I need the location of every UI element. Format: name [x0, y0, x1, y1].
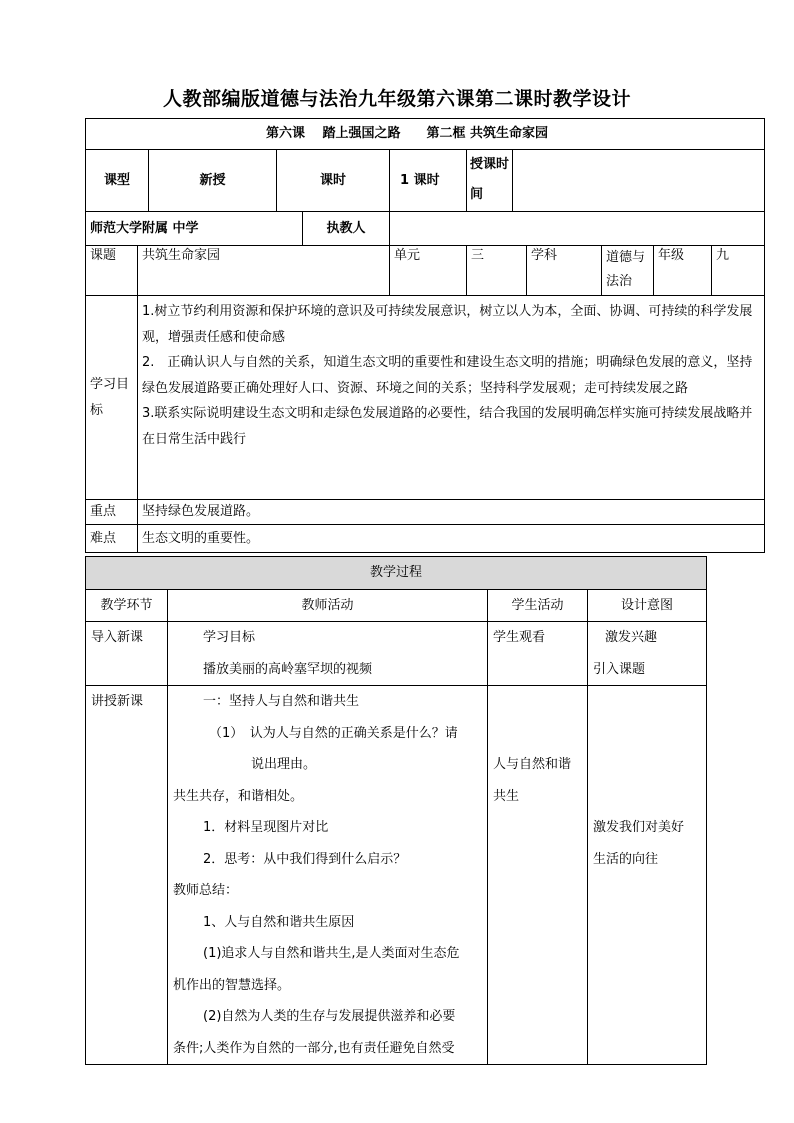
topic-value: 共筑生命家园: [138, 246, 390, 296]
hours-label: 课时: [277, 150, 390, 212]
main-intent-line: 激发我们对美好: [593, 820, 685, 835]
intro-stage: 导入新课: [86, 622, 168, 686]
intro-intent: [588, 622, 707, 686]
intro-intent-line: 激发兴趣: [605, 630, 658, 645]
main-teacher-activity: [168, 686, 488, 1065]
intro-teacher-line: 学习目标: [203, 630, 256, 645]
header-student: 学生活动: [488, 589, 588, 622]
main-teacher-line: 机作出的智慧选择。: [173, 977, 291, 993]
objective-item: 3.联系实际说明建设生态文明和走绿色发展道路的必要性，结合我国的发展明确怎样实施可持续发展战略并在日常生活中践行: [142, 406, 753, 447]
objective-item: 1.树立节约利用资源和保护环境的意识及可持续发展意识，树立以人为本，全面、协调、可持续的科学发展观，增强责任感和使命感: [142, 304, 753, 345]
main-student-activity: [488, 686, 588, 1065]
unit-label: 单元: [390, 246, 467, 296]
process-title: 教学过程: [86, 557, 707, 590]
main-teacher-line: （1） 认为人与自然的正确关系是什么？请: [209, 725, 458, 741]
main-teacher-line: 2．思考：从中我们得到什么启示？: [203, 851, 407, 867]
intro-teacher-activity: [168, 622, 488, 686]
main-teacher-line: 1、人与自然和谐共生原因: [203, 914, 355, 930]
subject-label: 学科: [527, 246, 602, 296]
intro-intent-line: 引入课题: [593, 661, 646, 677]
header-teacher: 教师活动: [168, 589, 488, 622]
lesson-type-label: 课型: [86, 150, 149, 212]
lesson-header: 第六课 踏上强国之路 第二框 共筑生命家园: [86, 119, 765, 150]
key-point-label: 重点: [86, 500, 138, 525]
difficulty-text: 生态文明的重要性。: [138, 525, 765, 553]
topic-label: 课题: [86, 246, 138, 296]
main-teacher-line: (2)自然为人类的生存与发展提供滋养和必要: [203, 1009, 456, 1024]
header-stage: 教学环节: [86, 589, 168, 622]
main-teacher-line: 说出理由。: [251, 757, 317, 772]
lesson-type-value: 新授: [149, 150, 277, 212]
intro-teacher-line: 播放美丽的高岭塞罕坝的视频: [203, 661, 373, 677]
hours-value: 1 课时: [390, 150, 467, 212]
main-teacher-line: 共生共存，和谐相处。: [173, 788, 304, 804]
grade-value: 九: [712, 246, 765, 296]
main-teacher-line: 教师总结：: [173, 883, 239, 898]
objectives-label: 学习目标: [86, 296, 138, 500]
time-value: [513, 150, 765, 212]
main-intent: [588, 686, 707, 1065]
lesson-info-table: [85, 118, 765, 553]
teacher-label: 执教人: [303, 212, 390, 246]
main-teacher-line: 条件;人类作为自然的一部分,也有责任避免自然受: [173, 1040, 455, 1056]
main-student-line: 共生: [493, 788, 520, 804]
teacher-value: [390, 212, 765, 246]
main-stage: 讲授新课: [86, 686, 168, 1065]
teaching-process-table: [85, 556, 707, 1065]
intro-student-activity: 学生观看: [488, 622, 588, 686]
main-intent-line: 生活的向往: [593, 851, 659, 867]
subject-value: 道德与法治: [602, 246, 654, 296]
main-student-line: 人与自然和谐: [493, 757, 572, 772]
objective-item: 2. 正确认识人与自然的关系，知道生态文明的重要性和建设生态文明的措施；明确绿色发展的意义，坚持绿色发展道路要正确处理好人口、资源、环境之间的关系；坚持科学发展观；走可持续发展之路: [142, 355, 753, 396]
key-point-text: 坚持绿色发展道路。: [138, 500, 765, 525]
school-name: 师范大学附属 中学: [86, 212, 303, 246]
main-teacher-line: (1)追求人与自然和谐共生,是人类面对生态危: [203, 946, 460, 961]
header-intent: 设计意图: [588, 589, 707, 622]
document-title: 人教部编版道德与法治九年级第六课第二课时教学设计: [162, 88, 631, 110]
time-label: 授课时间: [467, 150, 513, 212]
main-teacher-line: 一：坚持人与自然和谐共生: [203, 694, 360, 709]
unit-value: 三: [467, 246, 527, 296]
difficulty-label: 难点: [86, 525, 138, 553]
main-teacher-line: 1．材料呈现图片对比: [203, 820, 329, 835]
grade-label: 年级: [654, 246, 712, 296]
objectives-list: [138, 296, 765, 500]
